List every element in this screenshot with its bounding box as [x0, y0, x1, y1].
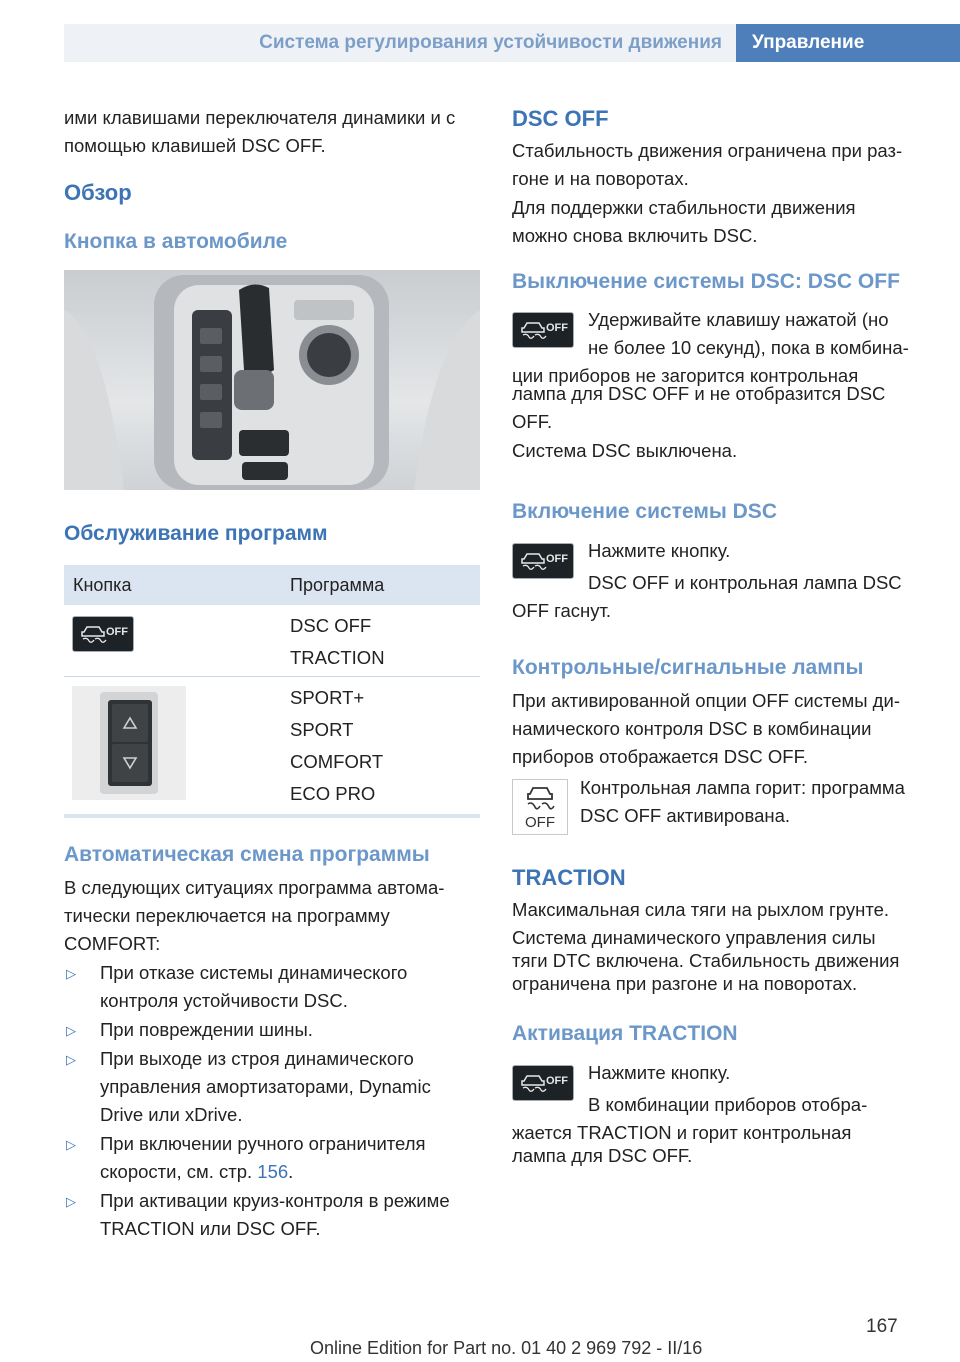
activation-text-line-4: лампа для DSC OFF.	[512, 1145, 693, 1166]
running-header-chapter	[736, 24, 960, 62]
enable-text-line-2: DSC OFF и контрольная лампа DSC	[588, 572, 902, 593]
program-table-header	[64, 565, 480, 605]
button-in-car-heading: Кнопка в автомобиле	[64, 230, 288, 253]
bullet-4-line-1: При включении ручного ограничителя	[100, 1133, 426, 1154]
activate-traction-heading: Активация TRACTION	[512, 1022, 738, 1045]
bullet-icon: ▷	[66, 1137, 76, 1152]
disable-text-line-2: не более 10 секунд), пока в комбина-	[588, 337, 909, 358]
activation-text-line-1: Нажмите кнопку.	[588, 1062, 731, 1083]
lamp-desc-line-2: DSC OFF активирована.	[580, 805, 791, 826]
bullet-4-text: скорости, см. стр.	[100, 1161, 258, 1182]
enable-text-line-1: Нажмите кнопку.	[588, 540, 731, 561]
page-number: 167	[866, 1316, 898, 1337]
car-skid-icon	[519, 319, 549, 341]
warning-lamps-heading: Контрольные/сигнальные лампы	[512, 656, 864, 679]
car-skid-icon	[519, 550, 549, 572]
bullet-icon: ▷	[66, 1052, 76, 1067]
enable-dsc-heading: Включение системы DSC	[512, 500, 777, 523]
auto-text-line-1: В следующих ситуациях программа автома-	[64, 877, 445, 898]
lamps-text-line-1: При активированной опции OFF системы ди-	[512, 690, 900, 711]
off-label: OFF	[546, 553, 568, 565]
dsc-off-text2-line-1: Для поддержки стабильности движения	[512, 197, 856, 218]
dsc-off-button-image	[512, 543, 574, 579]
bullet-1-line-1: При отказе системы динамического	[100, 962, 408, 983]
disable-text-line-3: ции приборов не загорится контрольная	[512, 365, 859, 386]
traction-heading: TRACTION	[512, 865, 626, 890]
intro-line-1: ими клавишами переключателя динамики и с	[64, 107, 456, 128]
activation-text-line-2: В комбинации приборов отобра-	[588, 1094, 868, 1115]
disable-result: Система DSC выключена.	[512, 440, 738, 461]
disable-text-line-5: OFF.	[512, 411, 553, 432]
dsc-off-button-image	[512, 312, 574, 348]
bullet-4-line-2	[100, 1157, 293, 1186]
auto-program-change-heading: Автоматическая смена программы	[64, 843, 430, 866]
col-button-header: Кнопка	[73, 575, 132, 595]
dsc-off-lamp-image	[512, 779, 568, 835]
lamps-text-line-3: приборов отображается DSC OFF.	[512, 746, 808, 767]
off-label: OFF	[106, 626, 128, 638]
edition-footer: Online Edition for Part no. 01 40 2 969 792 - II/16	[310, 1338, 703, 1358]
lamp-off-label: OFF	[525, 814, 555, 831]
center-console-illustration	[64, 270, 480, 490]
program-sport-plus: SPORT+	[290, 687, 365, 708]
chapter-title: Управление	[752, 32, 865, 53]
disable-dsc-heading: Выключение системы DSC: DSC OFF	[512, 270, 900, 293]
lamp-desc-line-1: Контрольная лампа горит: программа	[580, 777, 905, 798]
running-header-section	[64, 24, 736, 62]
section-title: Система регулирования устойчивости движения	[259, 32, 722, 53]
driving-dynamics-switch-image	[72, 686, 186, 800]
bullet-3-line-3: Drive или xDrive.	[100, 1104, 243, 1125]
program-sport: SPORT	[290, 719, 354, 740]
dsc-off-text2-line-2: можно снова включить DSC.	[512, 225, 758, 246]
dsc-off-button-image	[512, 1065, 574, 1101]
off-label: OFF	[546, 322, 568, 334]
traction-text-line-3: тяги DTC включена. Стабильность движения	[512, 950, 900, 971]
bullet-icon: ▷	[66, 966, 76, 981]
bullet-5-line-1: При активации круиз-контроля в режиме	[100, 1190, 450, 1211]
center-console-photo	[64, 270, 480, 490]
traction-text-line-1: Максимальная сила тяги на рыхлом грунте.	[512, 899, 890, 920]
auto-text-line-3: COMFORT:	[64, 933, 161, 954]
bullet-5-line-2: TRACTION или DSC OFF.	[100, 1218, 321, 1239]
traction-text-line-2: Система динамического управления силы	[512, 927, 876, 948]
disable-text-line-1: Удерживайте клавишу нажатой (но	[588, 309, 889, 330]
table-bottom-rule	[64, 814, 480, 818]
page-ref-link[interactable]: 156	[257, 1161, 289, 1182]
activation-text-line-3: жается TRACTION и горит контрольная	[512, 1122, 852, 1143]
table-row-divider	[64, 676, 480, 677]
program-service-heading: Обслуживание программ	[64, 522, 328, 545]
bullet-2-line-1: При повреждении шины.	[100, 1019, 313, 1040]
disable-text-line-4: лампа для DSC OFF и не отобразится DSC	[512, 383, 886, 404]
col-program-header: Программа	[290, 575, 385, 595]
bullet-1-line-2: контроля устойчивости DSC.	[100, 990, 348, 1011]
lamps-text-line-2: намического контроля DSC в комбинации	[512, 718, 872, 739]
dsc-off-text1-line-2: гоне и на поворотах.	[512, 168, 689, 189]
car-skid-lamp-icon	[514, 782, 568, 816]
bullet-3-line-2: управления амортизаторами, Dynamic	[100, 1076, 431, 1097]
bullet-icon: ▷	[66, 1194, 76, 1209]
program-comfort: COMFORT	[290, 751, 384, 772]
car-skid-icon	[79, 623, 109, 645]
bullet-4-end: .	[288, 1161, 294, 1182]
bullet-3-line-1: При выходе из строя динамического	[100, 1048, 414, 1069]
program-eco-pro: ECO PRO	[290, 783, 376, 804]
off-label: OFF	[546, 1075, 568, 1087]
dsc-off-button-image	[72, 616, 134, 652]
auto-text-line-2: тически переключается на программу	[64, 905, 390, 926]
program-traction: TRACTION	[290, 647, 385, 668]
rocker-switch-illustration	[72, 686, 186, 800]
overview-heading: Обзор	[64, 180, 132, 205]
bullet-icon: ▷	[66, 1023, 76, 1038]
dsc-off-text1-line-1: Стабильность движения ограничена при раз-	[512, 140, 903, 161]
dsc-off-heading: DSC OFF	[512, 106, 609, 131]
intro-line-2: помощью клавишей DSC OFF.	[64, 135, 326, 156]
traction-text-line-4: ограничена при разгоне и на поворотах.	[512, 973, 858, 994]
program-dsc-off: DSC OFF	[290, 615, 372, 636]
car-skid-icon	[519, 1072, 549, 1094]
enable-text-line-3: OFF гаснут.	[512, 600, 612, 621]
